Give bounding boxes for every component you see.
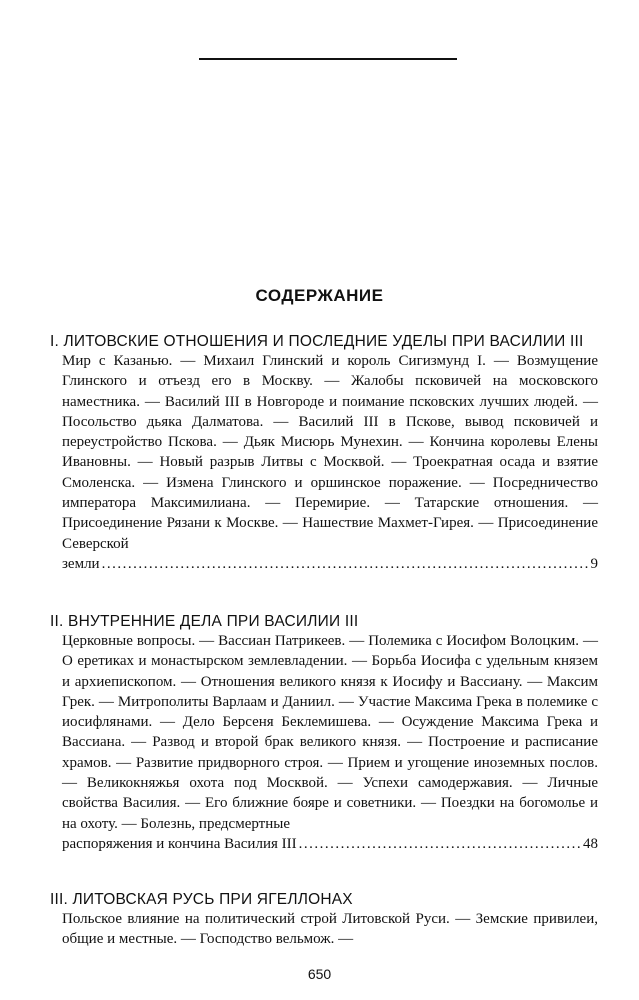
toc-section-2-entry[interactable] <box>50 834 598 854</box>
top-rule <box>199 58 457 60</box>
toc-section-1-heading: I. ЛИТОВСКИЕ ОТНОШЕНИЯ И ПОСЛЕДНИЕ УДЕЛЫ ПРИ ВАСИЛИИ III <box>50 333 584 350</box>
toc-section-1-entry[interactable] <box>50 554 598 574</box>
toc-section-1-tail: земли <box>62 555 100 572</box>
toc-section-2 <box>50 612 598 854</box>
toc-section-3-heading: III. ЛИТОВСКАЯ РУСЬ ПРИ ЯГЕЛЛОНАХ <box>50 891 353 908</box>
contents-title: СОДЕРЖАНИЕ <box>255 286 384 305</box>
toc-section-2-tail: распоряжения и кончина Василия III <box>62 835 297 852</box>
toc-section-2-summary: Церковные вопросы. — Вассиан Патрикеев. — Полемика с Иосифом Волоцким. — О еретиках и монастырском землевладении. — Борьба Иосифа с удельным князем и архиепископом. — Отношения великого князя к Иосифу и Вассиану. — Максим Грек. — Митрополиты Варлаам и Даниил. — Участие Максима Грека в полемике с иосифлянами. — Дело Берсеня Беклемишева. — Осуждение Максима Грека и Вассиана. — Развод и второй брак великого князя. — Построение и расписание храмов. — Развитие придворного строя. — Прием и угощение иноземных послов. — Великокняжья охота под Москвой. — Успехи самодержавия. — Личные свойства Василия. — Его ближние бояре и советники. — Поездки на богомолье и на охоту. — Болезнь, предсмертные <box>62 633 598 832</box>
toc-section-2-page[interactable]: 48 <box>583 835 598 852</box>
dot-leader <box>102 554 589 574</box>
dot-leader <box>299 834 581 854</box>
toc-section-3-summary: Польское влияние на политический строй Литовской Руси. — Земские привилеи, общие и местные. — Господство вельмож. — <box>62 911 598 948</box>
toc-section-1-summary: Мир с Казанью. — Михаил Глинский и король Сигизмунд I. — Возмущение Глинского и отъезд его в Москву. — Жалобы псковичей на московского наместника. — Василий III в Новгороде и поимание псковских лучших людей. — Посольство дьяка Далматова. — Василий III в Пскове, вывод псковичей и переустройство Пскова. — Дьяк Мисюрь Мунехин. — Кончина королевы Елены Ивановны. — Новый разрыв Литвы с Москвой. — Троекратная осада и взятие Смоленска. — Измена Глинского и оршинское поражение. — Посредничество императора Максимилиана. — Перемирие. — Татарские отношения. — Присоединение Рязани к Москве. — Нашествие Махмет-Гирея. — Присоединение Северской <box>62 353 598 552</box>
toc-section-2-heading: II. ВНУТРЕННИЕ ДЕЛА ПРИ ВАСИЛИИ III <box>50 613 359 630</box>
toc-section-1-page[interactable]: 9 <box>590 555 598 572</box>
toc-section-1 <box>50 332 598 574</box>
toc-section-3 <box>50 890 598 950</box>
page-number: 650 <box>307 966 332 982</box>
